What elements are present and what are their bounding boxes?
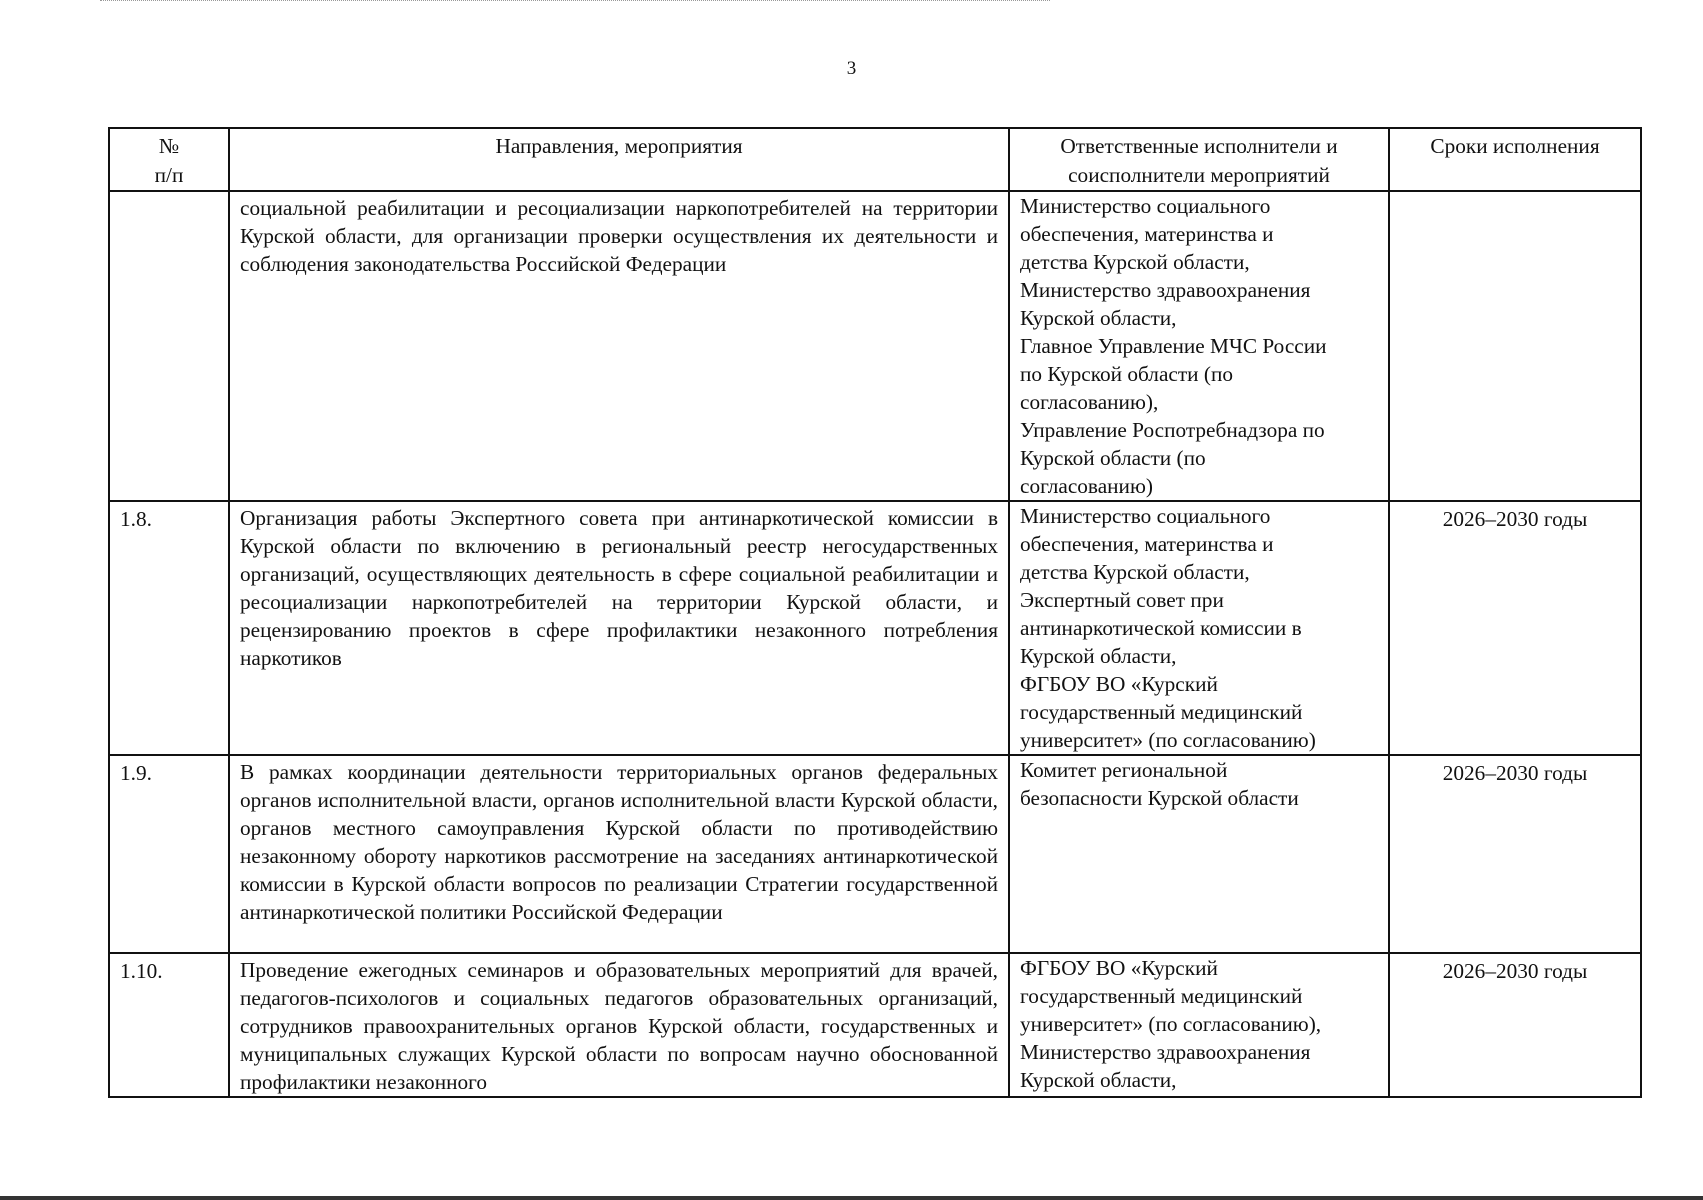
row-responsible: ФГБОУ ВО «Курский государственный медицинский университет» (по согласованию), Министерство здравоохранения Курской области, <box>1009 953 1389 1097</box>
row-deadline: 2026–2030 годы <box>1389 953 1641 1097</box>
row-number: 1.8. <box>109 501 229 755</box>
header-deadline: Сроки исполнения <box>1389 128 1641 191</box>
measures-table <box>108 127 1642 1098</box>
row-responsible: Министерство социального обеспечения, материнства и детства Курской области, Министерство здравоохранения Курской области, Главное Управление МЧС России по Курской области (по согласованию), Управление Роспотребнадзора по Курской области (по согласованию) <box>1009 191 1389 501</box>
table-row <box>109 755 1641 953</box>
row-activity: Проведение ежегодных семинаров и образовательных мероприятий для врачей, педагогов-психологов и социальных педагогов образовательных организаций, сотрудников правоохранительных органов Курской области, государственных и муниципальных служащих Курской области по вопросам научно обоснованной профилактики незаконного <box>229 953 1009 1097</box>
table-row <box>109 191 1641 501</box>
row-activity: Организация работы Экспертного совета при антинаркотической комиссии в Курской области по включению в региональный реестр негосударственных организаций, осуществляющих деятельность в сфере социальной реабилитации и ресоциализации наркопотребителей на территории Курской области, и рецензированию проектов в сфере профилактики незаконного потребления наркотиков <box>229 501 1009 755</box>
row-activity: социальной реабилитации и ресоциализации наркопотребителей на территории Курской области, для организации проверки осуществления их деятельности и соблюдения законодательства Российской Федерации <box>229 191 1009 501</box>
page-number: 3 <box>846 58 857 79</box>
table-header-row <box>109 128 1641 191</box>
page-bottom-edge <box>0 1196 1703 1200</box>
row-number: 1.9. <box>109 755 229 953</box>
header-responsible: Ответственные исполнители и соисполнители мероприятий <box>1009 128 1389 191</box>
header-number: № п/п <box>109 128 229 191</box>
table-row <box>109 953 1641 1097</box>
row-responsible: Комитет региональной безопасности Курской области <box>1009 755 1389 953</box>
table-row <box>109 501 1641 755</box>
header-activities: Направления, мероприятия <box>229 128 1009 191</box>
row-responsible: Министерство социального обеспечения, материнства и детства Курской области, Экспертный совет при антинаркотической комиссии в Курской области, ФГБОУ ВО «Курский государственный медицинский университет» (по согласованию) <box>1009 501 1389 755</box>
top-dotted-rule <box>100 0 1050 2</box>
row-activity: В рамках координации деятельности территориальных органов федеральных органов исполнительной власти, органов исполнительной власти Курской области, органов местного самоуправления Курской области по противодействию незаконному обороту наркотиков рассмотрение на заседаниях антинаркотической комиссии в Курской области вопросов по реализации Стратегии государственной антинаркотической политики Российской Федерации <box>229 755 1009 953</box>
row-number: 1.10. <box>109 953 229 1097</box>
row-deadline <box>1389 191 1641 501</box>
row-deadline: 2026–2030 годы <box>1389 501 1641 755</box>
row-deadline: 2026–2030 годы <box>1389 755 1641 953</box>
row-number <box>109 191 229 501</box>
